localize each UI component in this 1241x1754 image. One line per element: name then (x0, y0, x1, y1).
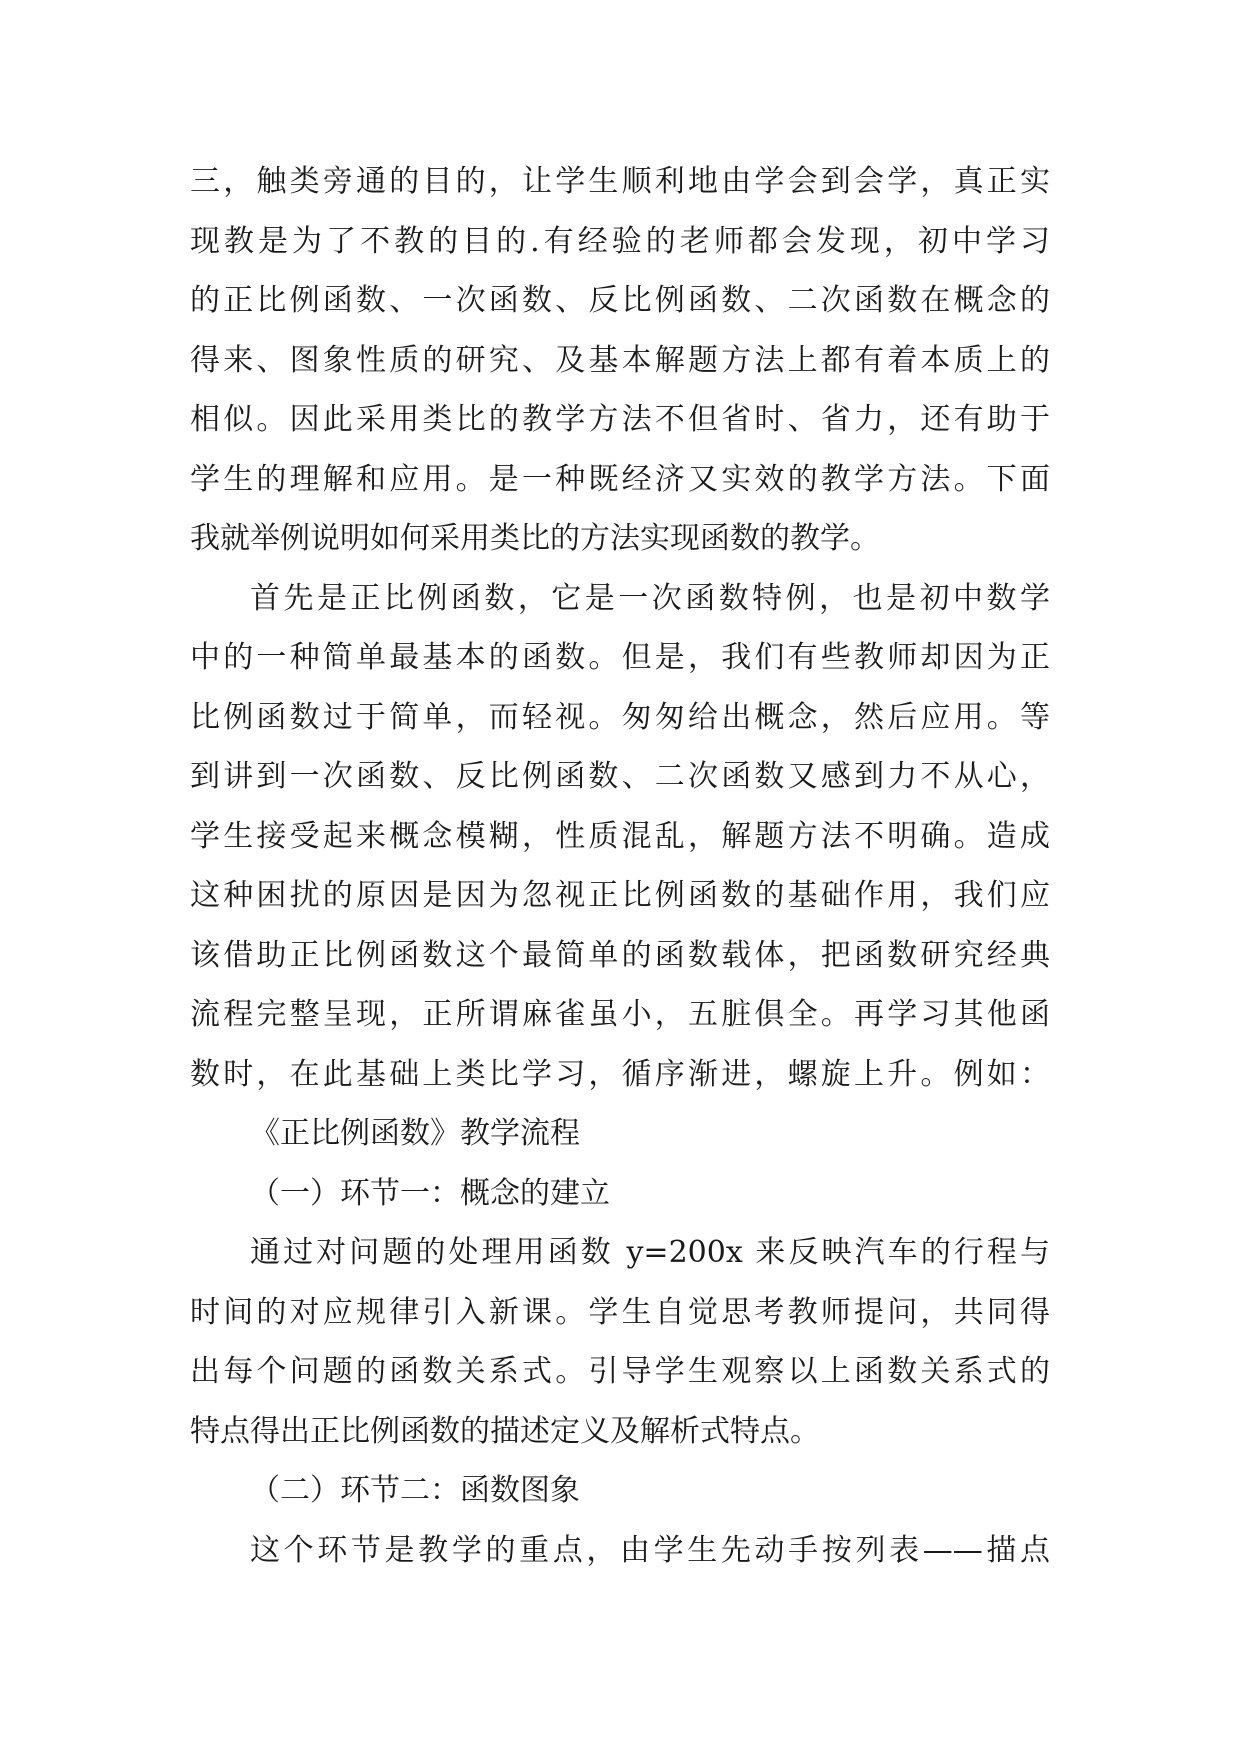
text-line: （二）环节二：函数图象 (250, 1473, 580, 1508)
text-line: 到讲到一次函数、反比例函数、二次函数又感到力不从心， (190, 759, 1050, 794)
text-line: 相似。因此采用类比的教学方法不但省时、省力，还有助于 (190, 402, 1050, 437)
text-line: 特点得出正比例函数的描述定义及解析式特点。 (190, 1413, 820, 1449)
text-line: 学生的理解和应用。是一种既经济又实效的教学方法。下面 (190, 461, 1050, 497)
text-line: 我就举例说明如何采用类比的方法实现函数的教学。 (190, 521, 880, 556)
text-line: 中的一种简单最基本的函数。但是，我们有些教师却因为正 (190, 640, 1050, 675)
text-line: 这个环节是教学的重点，由学生先动手按列表——描点 (250, 1532, 1050, 1568)
text-line: 该借助正比例函数这个最简单的函数载体，把函数研究经典 (190, 937, 1050, 973)
text-line: （一）环节一：概念的建立 (250, 1175, 610, 1211)
text-line: 的正比例函数、一次函数、反比例函数、二次函数在概念的 (190, 283, 1050, 318)
text-line: 比例函数过于简单，而轻视。匆匆给出概念，然后应用。等 (190, 699, 1050, 735)
text-line: 数时，在此基础上类比学习，循序渐进，螺旋上升。例如： (190, 1056, 1050, 1092)
text-line: 《正比例函数》教学流程 (250, 1116, 580, 1151)
text-line: 首先是正比例函数，它是一次函数特例，也是初中数学 (250, 580, 1050, 616)
text-line: 学生接受起来概念模糊，性质混乱，解题方法不明确。造成 (190, 818, 1050, 854)
text-line: 这种困扰的原因是因为忽视正比例函数的基础作用，我们应 (190, 878, 1050, 913)
text-line: 通过对问题的处理用函数 y=200x 来反映汽车的行程与 (250, 1235, 1050, 1270)
text-line: 流程完整呈现，正所谓麻雀虽小，五脏俱全。再学习其他函 (190, 997, 1050, 1032)
text-line: 得来、图象性质的研究、及基本解题方法上都有着本质上的 (190, 342, 1050, 378)
text-line: 现教是为了不教的目的.有经验的老师都会发现，初中学习 (190, 223, 1050, 259)
body-text (190, 152, 1050, 1580)
text-line: 三，触类旁通的目的，让学生顺利地由学会到会学，真正实 (190, 164, 1050, 199)
text-line: 出每个问题的函数关系式。引导学生观察以上函数关系式的 (190, 1354, 1050, 1389)
text-line: 时间的对应规律引入新课。学生自觉思考教师提问，共同得 (190, 1294, 1050, 1330)
